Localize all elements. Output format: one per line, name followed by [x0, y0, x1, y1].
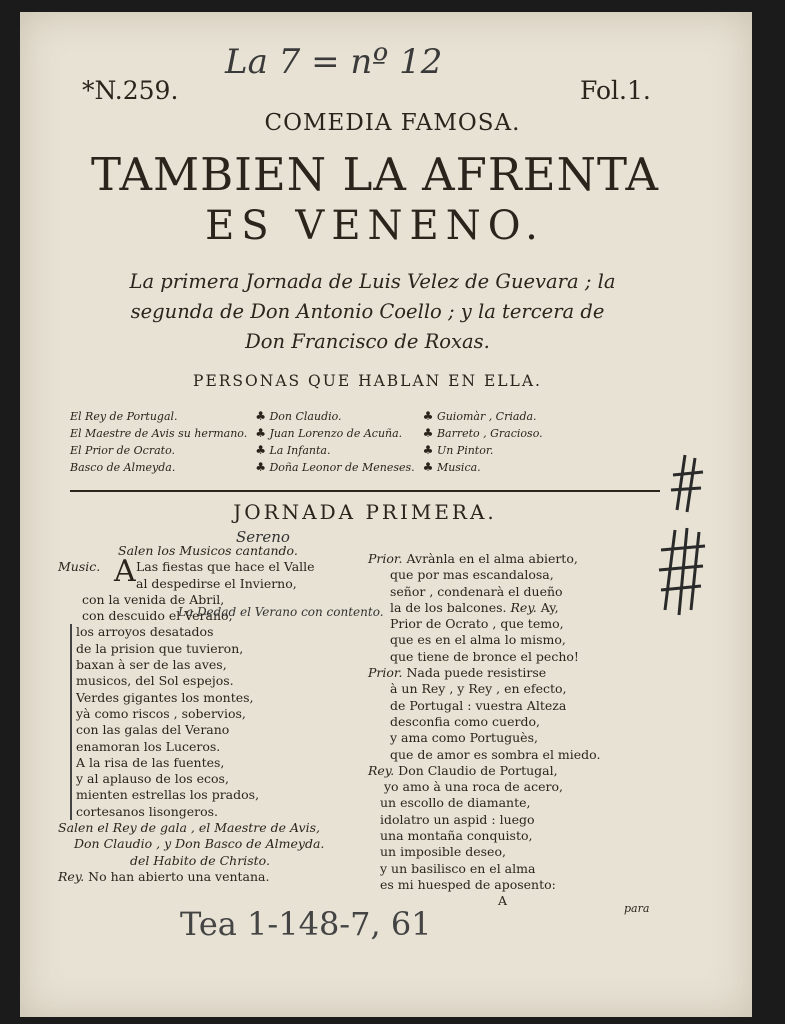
- right-column: [368, 551, 668, 910]
- persona: Juan Lorenzo de Acuña.: [269, 427, 403, 440]
- verse-line: cortesanos lisongeros.: [76, 803, 219, 819]
- title-line-2: ES VENENO.: [205, 203, 545, 249]
- stage-direction: Salen los Musicos cantando.: [118, 543, 298, 558]
- persona: Doña Leonor de Meneses.: [269, 461, 415, 474]
- catchword-mark: A: [498, 893, 508, 909]
- handwritten-interline-note: La Dedad el Verano con contento.: [178, 605, 384, 620]
- persona: Don Claudio.: [269, 410, 342, 423]
- persona: Musica.: [436, 461, 481, 474]
- verse-line: al despedirse el Invierno,: [136, 575, 297, 591]
- folio-number: Fol.1.: [580, 76, 651, 105]
- verse-line: baxan à ser de las aves,: [76, 657, 227, 673]
- clover-ornament-icon: ♣: [422, 443, 434, 457]
- persona: El Maestre de Avis su hermano.: [70, 426, 248, 440]
- verse-line: yo amo à una roca de acero,: [384, 779, 563, 795]
- clover-ornament-icon: ♣: [255, 409, 266, 423]
- verse-line: la de los balcones.: [390, 599, 507, 615]
- stage-direction: Salen el Rey de gala , el Maestre de Avis,: [58, 820, 320, 836]
- verse-line: que es en el alma lo mismo,: [390, 632, 566, 648]
- personas-heading: PERSONAS QUE HABLAN EN ELLA.: [193, 372, 542, 390]
- clover-ornament-icon: ♣: [422, 409, 434, 423]
- verse-line: Nada puede resistirse: [406, 665, 547, 681]
- clover-ornament-icon: ♣: [255, 443, 266, 457]
- verse-line: los arroyos desatados: [76, 624, 214, 640]
- margin-scribble-icon: [655, 450, 715, 620]
- authors-line-3: Don Francisco de Roxas.: [245, 330, 490, 353]
- verse-line: que tiene de bronce el pecho!: [390, 648, 579, 664]
- stage-direction: Don Claudio , y Don Basco de Almeyda.: [74, 836, 325, 852]
- persona: Un Pintor.: [436, 444, 494, 457]
- verse-line: de la prision que tuvieron,: [76, 640, 244, 656]
- personas-table: [66, 408, 547, 476]
- verse-line: con la venida de Abril,: [82, 591, 225, 607]
- title-line-1: TAMBIEN LA AFRENTA: [90, 148, 660, 201]
- speaker-label: Prior.: [368, 551, 403, 566]
- clover-ornament-icon: ♣: [422, 426, 434, 440]
- handwritten-margin-word: Sereno: [236, 528, 290, 546]
- verse-line: enamoran los Luceros.: [76, 738, 221, 754]
- persona: Guiomàr , Criada.: [436, 410, 537, 423]
- verse-line: y un basilisco en el alma: [380, 860, 536, 876]
- genre-heading: COMEDIA FAMOSA.: [264, 110, 521, 136]
- verse-line: que de amor es sombra el miedo.: [390, 746, 601, 762]
- verse-line: y ama como Portuguès,: [390, 730, 538, 746]
- verse-line: una montaña conquisto,: [380, 828, 533, 844]
- persona: Basco de Almeyda.: [70, 460, 176, 474]
- left-column: [58, 543, 384, 885]
- persona: Barreto , Gracioso.: [436, 427, 543, 440]
- speaker-label: Prior.: [368, 665, 403, 681]
- drop-cap: A: [114, 554, 136, 590]
- speaker-label: Rey.: [510, 599, 537, 615]
- verse-line: Las fiestas que hace el Valle: [136, 559, 315, 575]
- verse-line: Prior de Ocrato , que temo,: [390, 616, 564, 632]
- stage-direction: del Habito de Christo.: [130, 852, 270, 868]
- verse-line: mienten estrellas los prados,: [76, 787, 260, 803]
- clover-ornament-icon: ♣: [255, 460, 266, 474]
- verse-line: No han abierto una ventana.: [88, 868, 270, 884]
- catchword: para: [624, 902, 650, 915]
- verse-line: de Portugal : vuestra Alteza: [390, 697, 567, 713]
- handwritten-shelf-mark: Tea 1-148-7, 61: [180, 905, 432, 943]
- verse-line: Don Claudio de Portugal,: [398, 762, 558, 778]
- persona: El Rey de Portugal.: [70, 409, 178, 423]
- verse-line: que por mas escandalosa,: [390, 567, 554, 583]
- verse-line: y al aplauso de los ecos,: [76, 771, 229, 787]
- verse-line: desconfia como cuerdo,: [390, 713, 540, 729]
- verse-line: un imposible deseo,: [380, 844, 506, 860]
- clover-ornament-icon: ♣: [422, 460, 434, 474]
- verse-line: musicos, del Sol espejos.: [76, 673, 234, 689]
- verse-line: Ay,: [540, 599, 559, 615]
- verse-line: un escollo de diamante,: [380, 795, 531, 811]
- speaker-label: Music.: [58, 559, 101, 575]
- verse-line: A la risa de las fuentes,: [76, 754, 225, 770]
- verse-line: señor , condenarà el dueño: [390, 583, 563, 599]
- clover-ornament-icon: ♣: [255, 426, 266, 440]
- verse-line: Avrànla en el alma abierto,: [406, 551, 578, 566]
- verse-line: con descuido el Verano,: [82, 608, 233, 624]
- authors-line-1: La primera Jornada de Luis Velez de Guevara ; la: [129, 270, 616, 293]
- comedia-number: *N.259.: [82, 76, 179, 105]
- verse-line: yà como riscos , sobervios,: [76, 705, 246, 721]
- verse-line: con las galas del Verano: [76, 722, 230, 738]
- handwritten-top-note: La 7 = nº 12: [225, 42, 443, 82]
- verse-line: à un Rey , y Rey , en efecto,: [390, 681, 567, 697]
- section-divider: [70, 490, 660, 492]
- verse-line: idolatro un aspid : luego: [380, 811, 535, 827]
- speaker-label: Rey.: [58, 868, 85, 884]
- verse-line: es mi huesped de aposento:: [380, 876, 556, 892]
- persona: El Prior de Ocrato.: [70, 443, 175, 457]
- verse-line: Verdes gigantes los montes,: [76, 689, 254, 705]
- authors-line-2: segunda de Don Antonio Coello ; y la tercera de: [130, 300, 605, 323]
- speaker-label: Rey.: [368, 762, 395, 778]
- jornada-heading: JORNADA PRIMERA.: [233, 500, 497, 524]
- persona: La Infanta.: [269, 444, 331, 457]
- margin-bracket: [70, 624, 72, 820]
